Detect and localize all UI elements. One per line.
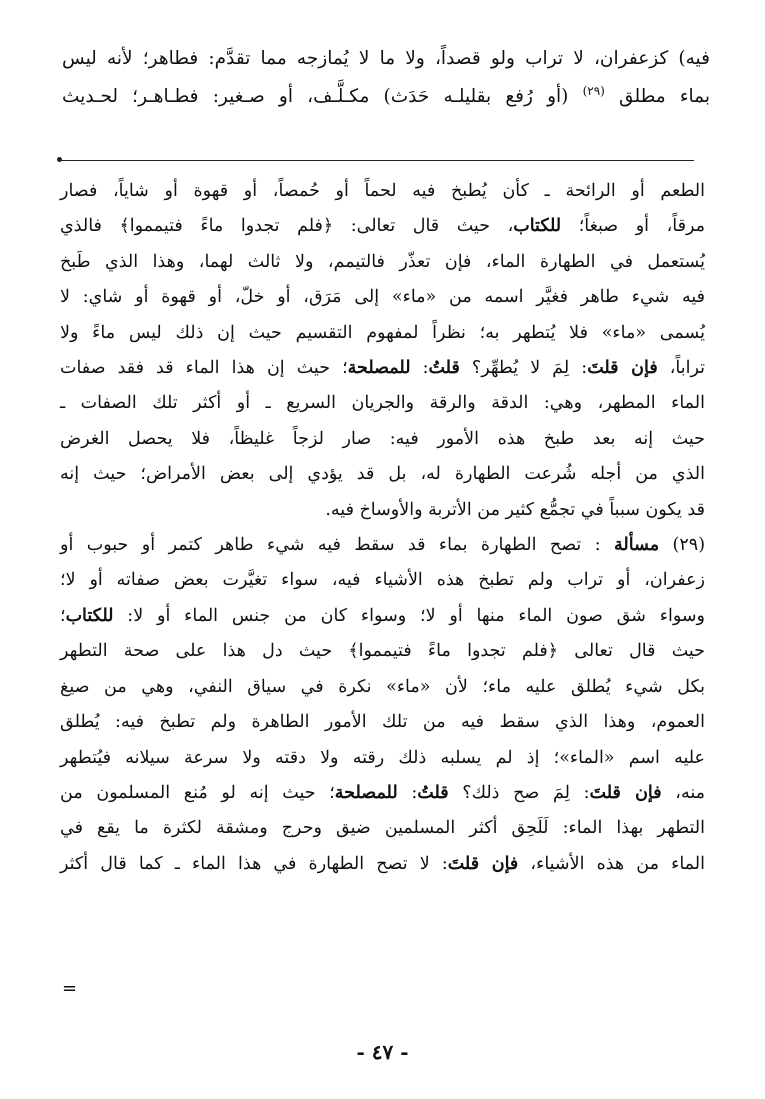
footnote-line: تراباً، فإن قلتَ: لِمَ لا يُطهِّر؟ قلتُ: للمصلحة؛ حيث إن هذا الماء قد فقد صفات — [60, 358, 706, 379]
footnote-line: حيث إنه بعد طبخ هذه الأمور فيه: صار لزجاً غليظاً، فلا يحصل الغرض — [60, 428, 705, 449]
divider-dot — [57, 157, 62, 162]
page-number: - ٤٧ - — [356, 1040, 409, 1064]
footnote-line: العموم، وهذا الذي سقط فيه من تلك الأمور الطاهرة ولم تطبخ فيه: يُطلق — [60, 712, 705, 733]
footnote-divider — [60, 160, 694, 161]
footnote-line: وسواء شق صون الماء منها أو لا؛ وسواء كان من جنس الماء أو لا: للكتاب؛ — [60, 605, 705, 626]
footnote-line: يُستعمل في الطهارة الماء، فإن تعذّر فالتيمم، ولا ثالث لهما، وهذا الذي طَبخ — [60, 251, 705, 272]
main-text-line-2 — [62, 78, 710, 116]
footnote-line: حيث قال تعالى ﴿فلم تجدوا ماءً فتيمموا﴾ حيث دل هذا على صحة التطهر — [60, 641, 705, 662]
main-text-line-2-end: (أو رُفع بقليلـه حَدَث) مكـلَّـف، أو صـغير: فطـاهـر؛ لحـديث — [62, 86, 569, 107]
footnote-line: التطهر بهذا الماء: لَلَحِق أكثر المسلمين ضيق وحرج ومشقة لكثرة ما يقع في — [60, 818, 705, 839]
footnote-line: الطعم أو الرائحة ـ كأن يُطبخ فيه لحماً أو حُمصاً، أو قهوة أو شاياً، فصار — [60, 181, 705, 201]
main-text-line-2-start: بماء مطلق — [619, 86, 710, 107]
footnotes-section — [60, 174, 705, 882]
footnote-line: مرقاً، أو صبغاً؛ للكتاب، حيث قال تعالى: ﴿فلم تجدوا ماءً فتيمموا﴾ فالذي — [60, 216, 705, 237]
footnote-line: (٢٩) مسألة : تصح الطهارة بماء قد سقط فيه شيء طاهر كتمر أو حبوب أو — [60, 535, 706, 556]
footnote-line: الذي من أجله شُرعت الطهارة له، بل قد يؤدي إلى بعض الأمراض؛ حيث إنه — [60, 464, 705, 485]
footnote-continued — [60, 174, 705, 528]
footnote-line: فيه شيء طاهر فغيَّر اسمه من «ماء» إلى مَرَق، أو خلّ، أو قهوة أو شاي: لا — [60, 287, 705, 308]
footnote-29 — [60, 528, 705, 882]
footnote-line: منه، فإن قلتَ: لِمَ صح ذلك؟ قلتُ: للمصلحة؛ حيث إنه لو مُنع المسلمون من — [60, 782, 705, 803]
main-text-block — [62, 40, 710, 116]
continuation-mark: = — [62, 978, 78, 999]
footnote-line: عليه اسم «الماء»؛ إذ لم يسلبه ذلك رقته ولا دقته ولا سرعة سيلانه فيُتطهر — [60, 747, 705, 768]
footnote-line: الماء المطهر، وهي: الدقة والرقة والجريان السريع ـ أو أكثر تلك الصفات ـ — [60, 393, 705, 414]
footnote-line: بكل شيء يُطلق عليه ماء؛ لأن «ماء» نكرة في سياق النفي، وهي من صيغ — [60, 676, 705, 697]
footnote-line: قد يكون سبباً في تجمُّع كثير من الأتربة والأوساخ فيه. — [325, 499, 705, 520]
main-text-line-1: فيه) كزعفران، لا تراب ولو قصداً، ولا ما لا يُمازجه مما تقدَّم: فطاهر؛ لأنه ليس — [62, 48, 710, 69]
footnote-reference: (٢٩) — [582, 83, 605, 98]
footnote-line: الماء من هذه الأشياء، فإن قلتَ: لا تصح الطهارة في هذا الماء ـ كما قال أكثر — [60, 853, 705, 874]
footnote-line: يُسمى «ماء» فلا يُتطهر به؛ نظراً لمفهوم التقسيم حيث إن ذلك ليس ماءً ولا — [60, 322, 705, 343]
footnote-line: زعفران، أو تراب ولم تطبخ هذه الأشياء فيه، سواء تغيَّرت بعض صفاته أو لا؛ — [60, 570, 705, 591]
main-text — [62, 40, 710, 116]
